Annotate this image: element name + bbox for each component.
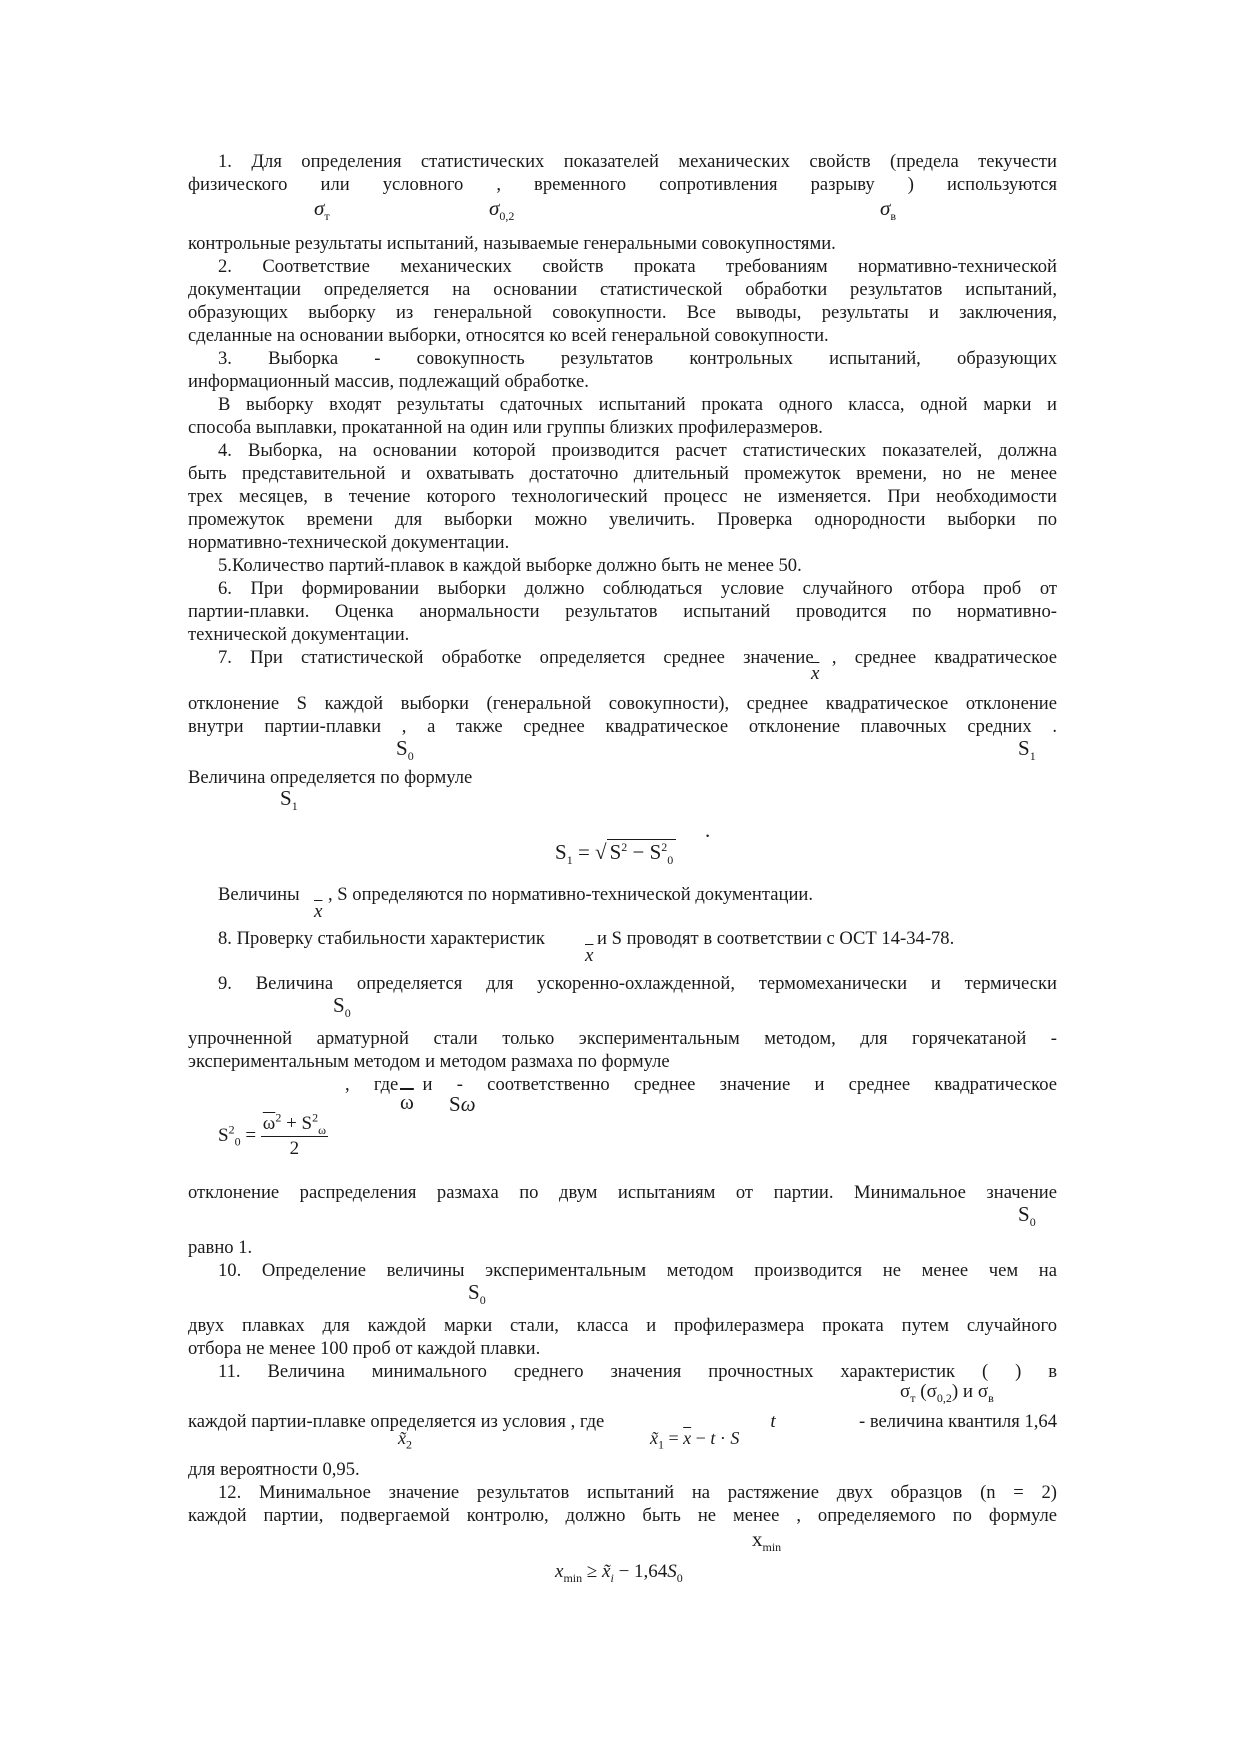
sigma-v-symbol: $\sigma_в$ — [880, 196, 897, 224]
p7b-lead: Величины — [218, 884, 300, 905]
s0-symbol: $S_0$ — [468, 1280, 486, 1308]
p1-line1: 1. Для определения статистических показателей механических свойств (предела текучести — [218, 151, 1057, 172]
formula-x1: $x̃_1 = \overline{x} - t \cdot S$ — [650, 1428, 740, 1452]
p7-line4: Величина определяется по формуле — [188, 767, 473, 788]
p2-line2: документации определяется на основании статистической обработки результатов испытаний, — [188, 279, 1057, 300]
formula-s0: $S^2_0$ = $\frac{\overline{\omega}^2 + S^2_\omega}{2}$ — [218, 1110, 327, 1159]
p9-line1: 9. Величина определяется для ускоренно-охлажденной, термомеханически и термически — [218, 973, 1057, 994]
p10-line1: 10. Определение величины экспериментальным методом производится не менее чем на — [218, 1260, 1057, 1281]
p7-line1: 7. При статистической обработке определяется среднее значение , среднее квадратическое — [218, 647, 1057, 668]
p5-line: 5.Количество партий-плавок в каждой выборке должно быть не менее 50. — [218, 555, 802, 576]
p10-line3: отбора не менее 100 проб от каждой плавки. — [188, 1338, 541, 1359]
sigma-t-symbol: $\sigma_т$ — [314, 196, 330, 224]
x-bar-symbol: $\overline{x}$ — [585, 945, 594, 966]
p12-line2: каждой партии, подвергаемой контролю, должно быть не менее , определяемого по формуле — [188, 1505, 1057, 1526]
p6-line1: 6. При формировании выборки должно соблюдаться условие случайного отбора проб от — [218, 578, 1057, 599]
p12-line1: 12. Минимальное значение результатов испытаний на растяжение двух образцов (n = 2) — [218, 1482, 1057, 1503]
p4-line3: трех месяцев, в течение которого технологический процесс не изменяется. При необходимости — [188, 486, 1057, 507]
x-bar-symbol: $\overline{x}$ — [811, 663, 820, 684]
x2-tilde-symbol: $x̃_2$ — [398, 1428, 412, 1452]
p6-line2: партии-плавки. Оценка анормальности результатов испытаний проводится по нормативно- — [188, 601, 1057, 622]
p9-line2: упрочненной арматурной стали только экспериментальным методом, для горячекатаной - — [188, 1028, 1057, 1049]
x-min-symbol: $x_{min}$ — [752, 1527, 782, 1555]
s0-symbol: $S_0$ — [1018, 1202, 1036, 1230]
p6-line3: технической документации. — [188, 624, 410, 645]
p3-line1: 3. Выборка - совокупность результатов контрольных испытаний, образующих — [218, 348, 1057, 369]
p2-line1: 2. Соответствие механических свойств проката требованиям нормативно-технической — [218, 256, 1057, 277]
p3b-line2: способа выплавки, прокатанной на один или группы близких профилеразмеров. — [188, 417, 823, 438]
x-bar-symbol: $\overline{x}$ — [314, 901, 323, 922]
p11-line3: для вероятности 0,95. — [188, 1459, 360, 1480]
p11-line2-tail: - величина квантиля 1,64 — [858, 1411, 1057, 1432]
p2-line4: сделанные на основании выборки, относятся ко всей генеральной совокупности. — [188, 325, 829, 346]
p3b-line1: В выборку входят результаты сдаточных испытаний проката одного класса, одной марки и — [218, 394, 1057, 415]
sigma-strength-symbols: $\sigma_т$ $(\sigma_{0,2})$ и $\sigma_в$ — [900, 1381, 994, 1405]
p7b-line: , S определяются по нормативно-технической документации. — [328, 884, 813, 905]
p9-line5: отклонение распределения размаха по двум испытаниям от партии. Минимальное значение — [188, 1182, 1057, 1203]
omega-bar-symbol: $\overline{\omega}$ — [400, 1090, 414, 1114]
p1-line3: контрольные результаты испытаний, называемые генеральными совокупностями. — [188, 233, 836, 254]
p4-line1: 4. Выборка, на основании которой производится расчет статистических показателей, должна — [218, 440, 1057, 461]
p8-lead: 8. Проверку стабильности характеристик — [218, 928, 545, 949]
s0-symbol: $S_0$ — [396, 736, 414, 764]
formula-s1: $S_1$ = √ $S^2 - S^2_0$ — [555, 840, 676, 864]
p7-line2: отклонение S каждой выборки (генеральной совокупности), среднее квадратическое отклонение — [188, 693, 1057, 714]
p7-line3: внутри партии-плавки , а также среднее квадратическое отклонение плавочных средних . — [188, 716, 1057, 737]
p9-line4: , где и - соответственно среднее значение и среднее квадратическое — [345, 1074, 1057, 1095]
s1-symbol: $S_1$ — [1018, 736, 1036, 764]
p8-tail: и S проводят в соответствии с ОСТ 14-34-78. — [597, 928, 955, 949]
p4-line2: быть представительной и охватывать достаточно длительный промежуток времени, но не менее — [188, 463, 1057, 484]
p2-line3: образующих выборку из генеральной совокупности. Все выводы, результаты и заключения, — [188, 302, 1057, 323]
formula-s1-dot: . — [705, 818, 711, 842]
t-quantile-symbol: t — [770, 1411, 776, 1432]
sigma-02-symbol: $\sigma_{0,2}$ — [489, 196, 515, 224]
p4-line5: нормативно-технической документации. — [188, 532, 510, 553]
s0-symbol: $S_0$ — [333, 993, 351, 1021]
p9-line3: экспериментальным методом и методом размаха по формуле — [188, 1051, 670, 1072]
p10-line2: двух плавках для каждой марки стали, класса и профилеразмера проката путем случайного — [188, 1315, 1057, 1336]
p3-line2: информационный массив, подлежащий обработке. — [188, 371, 589, 392]
s1-symbol: $S_1$ — [280, 786, 298, 814]
p1-line2: физического или условного , временного сопротивления разрыву ) используются — [188, 174, 1057, 195]
p11-line1: 11. Величина минимального среднего значения прочностных характеристик ( ) в — [218, 1361, 1057, 1382]
formula-xmin: $x_{min}$ ≥ $x̃_i - 1,64S_0$ — [555, 1561, 683, 1585]
p9-line6: равно 1. — [188, 1237, 253, 1258]
s-omega-symbol: Sω — [449, 1092, 476, 1116]
p4-line4: промежуток времени для выборки можно увеличить. Проверка однородности выборки по — [188, 509, 1057, 530]
p11-line2: каждой партии-плавке определяется из условия , где — [188, 1411, 605, 1432]
